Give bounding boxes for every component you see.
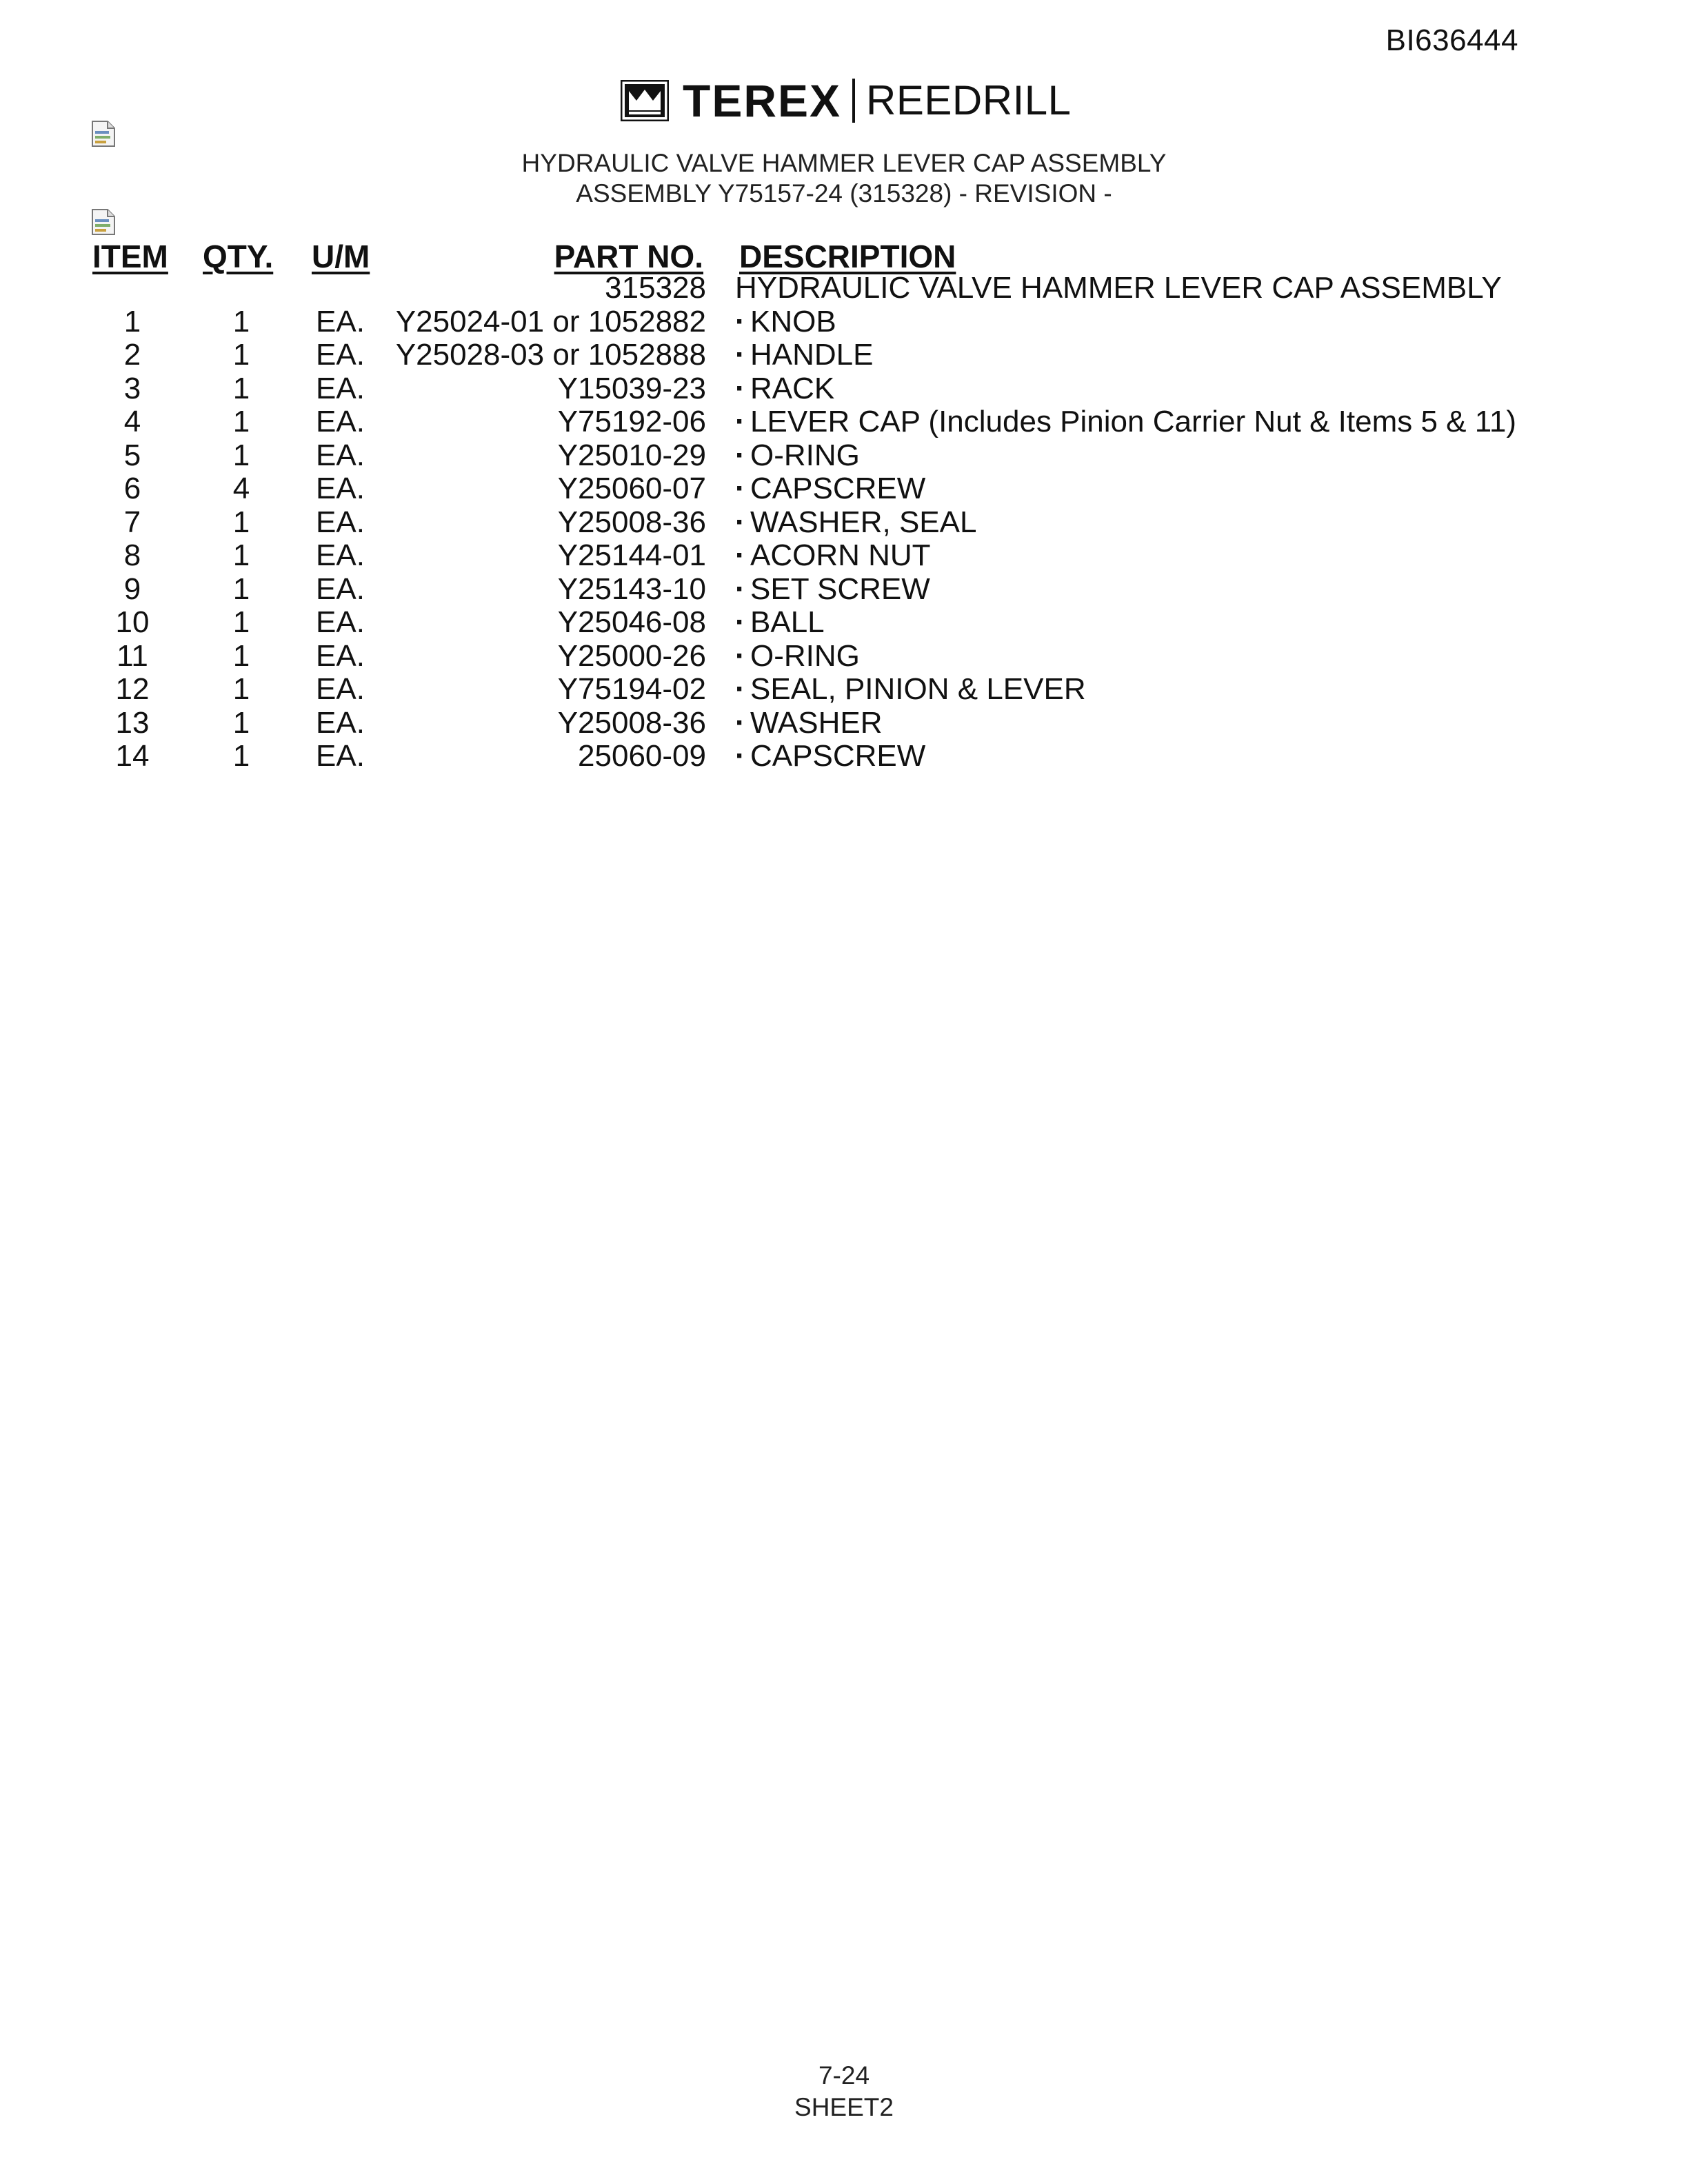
parts-list [0,272,1688,774]
part-number: Y25010-29 [557,438,706,472]
terex-crown-logo-icon [621,80,669,121]
part-um: EA. [316,538,365,572]
part-number: 25060-09 [578,739,706,773]
part-row [0,506,1688,540]
bullet-marker: · [735,438,745,472]
logo-product: REEDRILL [866,77,1072,123]
column-header-item: ITEM [92,239,168,274]
part-description-text: WASHER, SEAL [750,505,977,539]
assembly-row [0,272,1688,305]
part-um: EA. [316,672,365,706]
part-description-text: HANDLE [750,338,874,372]
part-um: EA. [316,605,365,639]
bullet-marker: · [735,304,745,338]
part-qty: 1 [232,438,250,472]
part-row [0,439,1688,473]
part-um: EA. [316,338,365,372]
part-um: EA. [316,705,365,740]
part-description-text: CAPSCREW [750,739,926,773]
part-item: 12 [115,672,150,706]
document-id: BI636444 [1385,23,1518,57]
bullet-marker: · [735,538,745,572]
part-um: EA. [316,371,365,405]
part-item: 11 [117,638,148,673]
bullet-marker: · [735,505,745,539]
column-header-qty: QTY. [203,239,274,274]
part-row [0,740,1688,774]
part-number: Y25143-10 [557,572,706,606]
part-description-text: ACORN NUT [750,538,931,572]
part-description-text: KNOB [750,304,836,338]
part-number: Y25060-07 [557,472,706,505]
part-description [735,707,883,740]
bullet-marker: · [735,338,745,372]
part-description [735,338,874,372]
part-description [735,640,860,674]
part-description [735,673,1086,707]
part-number: Y15039-23 [557,371,706,405]
part-description-text: WASHER [750,705,883,740]
part-qty: 1 [232,505,250,539]
part-description [735,405,1516,439]
column-header-part-no: PART NO. [554,239,703,274]
part-row [0,707,1688,740]
part-row [0,606,1688,640]
bullet-marker: · [735,572,745,606]
part-um: EA. [316,405,365,438]
assembly-title: HYDRAULIC VALVE HAMMER LEVER CAP ASSEMBLY [521,149,1167,177]
part-qty: 1 [232,705,250,740]
part-description-text: LEVER CAP (Includes Pinion Carrier Nut & Items 5 & 11) [750,405,1517,438]
part-description [735,606,825,640]
sheet-label: SHEET2 [794,2093,894,2121]
bullet-marker: · [735,472,745,505]
part-number: Y25024-01 or 1052882 [395,304,706,338]
part-row [0,405,1688,439]
part-number: Y25008-36 [557,505,706,539]
part-description [735,506,976,540]
bullet-marker: · [735,739,745,773]
part-description [735,305,836,339]
part-row [0,305,1688,339]
bullet-marker: · [735,638,745,673]
bullet-marker: · [735,672,745,706]
part-qty: 1 [232,672,250,706]
column-header-description: DESCRIPTION [739,239,956,274]
part-row [0,338,1688,372]
bullet-marker: · [735,605,745,639]
part-qty: 1 [232,304,250,338]
part-description-text: SET SCREW [750,572,930,606]
part-number: Y25144-01 [557,538,706,572]
part-item: 7 [123,505,141,539]
part-description-text: O-RING [750,438,860,472]
part-description-text: BALL [750,605,825,639]
part-qty: 1 [232,405,250,438]
part-item: 2 [123,338,141,372]
part-um: EA. [316,304,365,338]
part-um: EA. [316,438,365,472]
embedded-document-icon[interactable] [91,208,116,236]
part-description-text: SEAL, PINION & LEVER [750,672,1086,706]
part-qty: 1 [232,638,250,673]
part-description [735,439,860,473]
embedded-document-icon[interactable] [91,120,116,148]
bullet-marker: · [735,705,745,740]
bullet-marker: · [735,405,745,438]
part-number: Y75192-06 [557,405,706,438]
part-item: 6 [123,472,141,505]
part-um: EA. [316,472,365,505]
part-description-text: RACK [750,371,835,405]
part-item: 8 [123,538,141,572]
part-item: 13 [115,705,150,740]
part-um: EA. [316,638,365,673]
part-qty: 1 [232,338,250,372]
part-qty: 1 [232,739,250,773]
part-row [0,573,1688,607]
logo-brand: TEREX [683,75,842,126]
part-description [735,372,834,406]
part-description [735,740,925,774]
part-description-text: CAPSCREW [750,472,926,505]
page-number: 7-24 [818,2061,870,2090]
part-number: Y25008-36 [557,705,706,740]
part-row [0,640,1688,674]
part-um: EA. [316,505,365,539]
part-description [735,573,930,607]
part-description-text: O-RING [750,638,860,673]
part-item: 3 [123,371,141,405]
assembly-part-no: 315328 [605,271,706,305]
part-item: 5 [123,438,141,472]
part-number: Y25028-03 or 1052888 [395,338,706,372]
part-item: 4 [123,405,141,438]
logo-divider [852,79,855,123]
part-qty: 4 [232,472,250,505]
assembly-subtitle: ASSEMBLY Y75157-24 (315328) - REVISION - [576,179,1112,208]
part-item: 9 [123,572,141,606]
part-um: EA. [316,572,365,606]
terex-reedrill-logo [621,72,1071,130]
part-row [0,472,1688,506]
part-um: EA. [316,739,365,773]
part-description [735,472,925,506]
part-qty: 1 [232,538,250,572]
part-qty: 1 [232,371,250,405]
column-header-um: U/M [312,239,370,274]
part-row [0,673,1688,707]
part-qty: 1 [232,605,250,639]
part-number: Y25000-26 [557,638,706,673]
part-item: 1 [123,304,141,338]
part-row [0,539,1688,573]
part-description [735,539,931,573]
part-number: Y25046-08 [557,605,706,639]
part-item: 14 [115,739,150,773]
part-item: 10 [115,605,150,639]
part-qty: 1 [232,572,250,606]
assembly-description: HYDRAULIC VALVE HAMMER LEVER CAP ASSEMBLY [735,271,1502,305]
part-row [0,372,1688,406]
part-number: Y75194-02 [557,672,706,706]
bullet-marker: · [735,371,745,405]
